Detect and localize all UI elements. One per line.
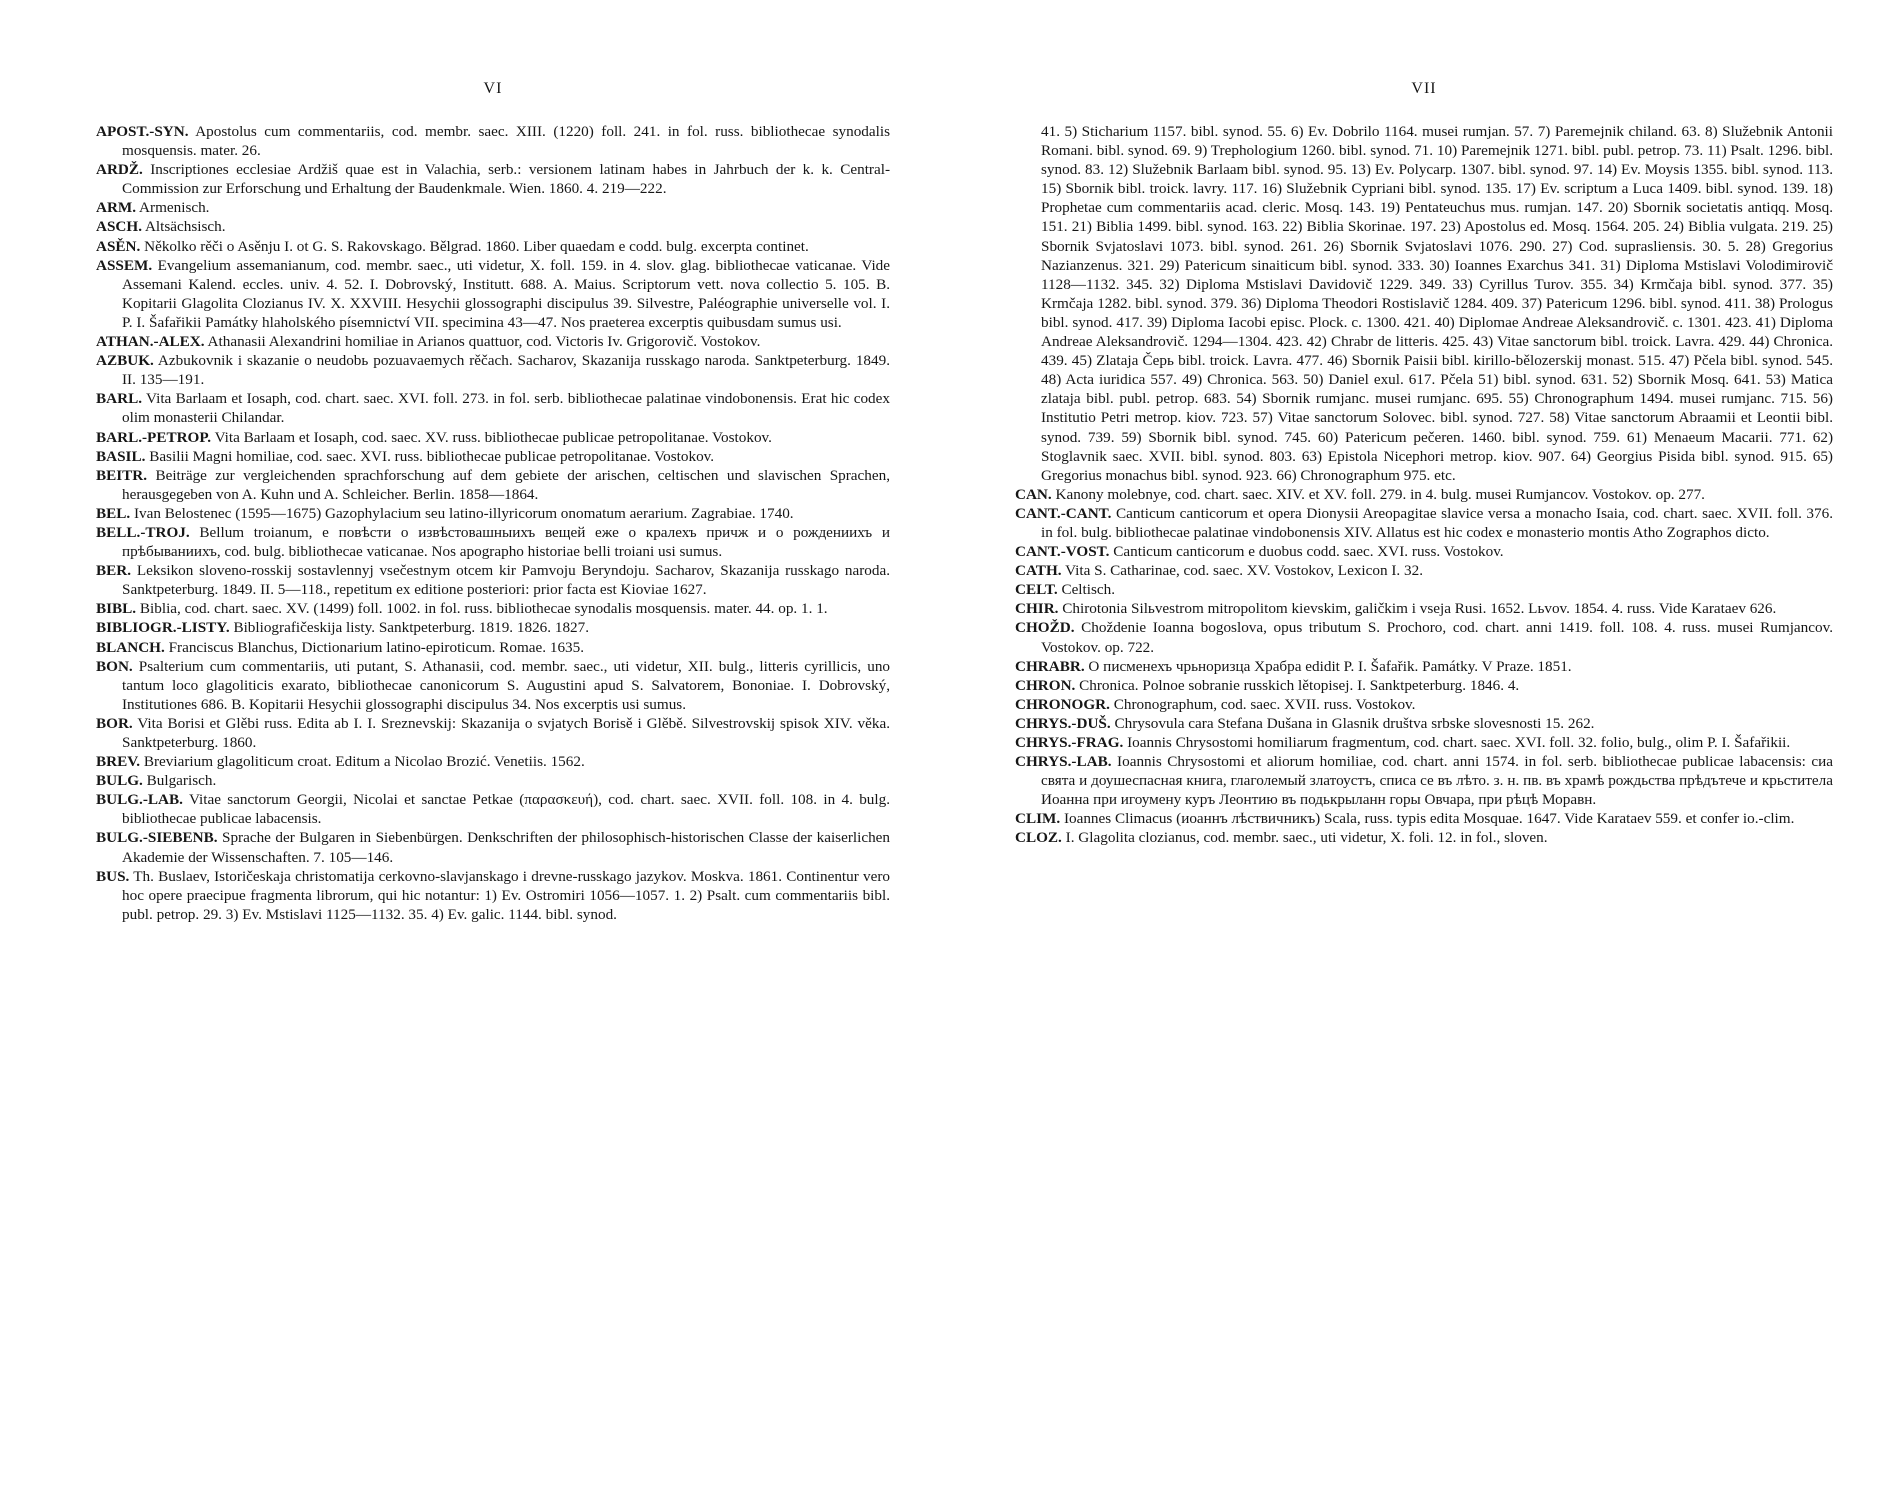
dictionary-entry: [1015, 599, 1833, 618]
entry-term: BULG.-LAB.: [96, 791, 183, 809]
entry-term: BIBL.: [96, 600, 137, 618]
entry-text: Kanony molebnye, cod. chart. saec. XIV. et XV. foll. 279. in 4. bulg. musei Rumjancov. Vostokov. op. 277.: [1055, 485, 1705, 503]
entry-term: BARL.-PETROP.: [96, 428, 212, 446]
entry-text: Th. Buslaev, Istoričeskaja christomatija cerkovno-slavjanskago i drevne-russkago jazykov. Moskva. 1861. Continentur vero hoc opere praecipue fragmenta librorum, qui hic notantur: 1) Ev. Ostromiri 1056—1057. 1. 2) Psalt. cum commentariis bibl. publ. petrop. 29. 3) Ev. Mstislavi 1125—1132. 35. 4) Ev. galic. 1144. bibl. synod.: [122, 867, 890, 923]
dictionary-entry: [96, 198, 890, 217]
dictionary-entry: [96, 389, 890, 427]
entry-text: Chronographum, cod. saec. XVII. russ. Vostokov.: [1113, 695, 1416, 713]
entry-term: CHRON.: [1015, 676, 1076, 694]
entry-text: Canticum canticorum et opera Dionysii Areopagitae slavice versa a monacho Isaia, cod. chart. saec. XVII. foll. 376. in fol. bulg. bibliothecae palatinae vindobonensis XIV. Allatus est hic codex e monasterio montis Atho Zographos dicto.: [1041, 504, 1834, 541]
dictionary-entry: [96, 504, 890, 523]
entry-term: BEL.: [96, 504, 131, 522]
dictionary-entry: [1015, 561, 1833, 580]
entry-text: I. Glagolita clozianus, cod. membr. saec., uti videtur, X. foli. 12. in fol., sloven.: [1065, 829, 1548, 847]
entry-term: CHIR.: [1015, 600, 1059, 618]
entry-term: APOST.-SYN.: [96, 123, 189, 140]
right-page: [1015, 0, 1833, 1500]
entry-term: CLOZ.: [1015, 829, 1062, 847]
entry-term: BER.: [96, 562, 132, 580]
entry-text: Chronica. Polnoe sobranie russkich lětopisej. I. Sanktpeterburg. 1846. 4.: [1079, 676, 1520, 694]
entry-text: Vita Barlaam et Iosaph, cod. saec. XV. russ. bibliothecae publicae petropolitanae. Vostokov.: [214, 428, 772, 446]
entry-text: Vitae sanctorum Georgii, Nicolai et sanctae Petkae (παρασκευή), cod. chart. saec. XVII. foll. 108. in 4. bulg. bibliothecae publicae labacensis.: [122, 791, 890, 828]
dictionary-entry: [1015, 618, 1833, 656]
entry-term: CLIM.: [1015, 810, 1061, 828]
dictionary-entry: [96, 466, 890, 504]
left-page: [96, 0, 890, 1500]
entry-text: Ivan Belostenec (1595—1675) Gazophylacium seu latino-illyricorum onomatum aerarium. Zagrabiae. 1740.: [133, 504, 794, 522]
entry-text: О писменехъ чрьноризца Храбра edidit P. I. Šafařik. Památky. V Praze. 1851.: [1088, 657, 1572, 675]
dictionary-entry: [96, 657, 890, 714]
entry-term: CAN.: [1015, 485, 1052, 503]
entry-text: Basilii Magni homiliae, cod. saec. XVI. russ. bibliothecae publicae petropolitanae. Vostokov.: [149, 447, 715, 465]
entry-text: Vita Borisi et Glěbi russ. Edita ab I. I. Sreznevskij: Skazanija o svjatych Borisě i Glěbě. Silvestrovskij spisok XIV. věka. Sanktpeterburg. 1860.: [122, 714, 890, 751]
dictionary-entry: [96, 599, 890, 618]
entry-term: CELT.: [1015, 581, 1058, 599]
left-column: [96, 122, 890, 924]
dictionary-entry: [96, 828, 890, 866]
entry-term: BARL.: [96, 390, 142, 408]
dictionary-entry: [96, 618, 890, 637]
entry-text: Altsächsisch.: [144, 218, 226, 236]
entry-text: Vita Barlaam et Iosaph, cod. chart. saec. XVI. foll. 273. in fol. serb. bibliothecae palatinae vindobonensis. Erat hic codex olim monasterii Chilandar.: [122, 390, 890, 427]
dictionary-entry: [1015, 580, 1833, 599]
dictionary-entry: [96, 523, 890, 561]
page-number: VII: [1411, 80, 1437, 97]
dictionary-entry: [96, 447, 890, 466]
entry-term: CANT.-VOST.: [1015, 543, 1110, 561]
entry-term: ASSEM.: [96, 256, 153, 274]
entry-term: CHRABR.: [1015, 657, 1085, 675]
dictionary-entry: [96, 638, 890, 657]
dictionary-entry: [1015, 504, 1833, 542]
entry-term: ATHAN.-ALEX.: [96, 333, 205, 351]
entry-term: CHRONOGR.: [1015, 695, 1110, 713]
dictionary-entry: [96, 160, 890, 198]
dictionary-entry: [96, 771, 890, 790]
entry-term: CATH.: [1015, 562, 1062, 580]
entry-text: Biblia, cod. chart. saec. XV. (1499) foll. 1002. in fol. russ. bibliothecae synodalis mosquensis. mater. 44. op. 1. 1.: [139, 600, 828, 618]
dictionary-entry: [1015, 695, 1833, 714]
entry-term: ASCH.: [96, 218, 142, 236]
entry-term: BULG.-SIEBENB.: [96, 829, 218, 847]
entry-term: CHRYS.-LAB.: [1015, 753, 1112, 771]
entry-text: Franciscus Blanchus, Dictionarium latino-epiroticum. Romae. 1635.: [168, 638, 585, 656]
dictionary-entry: [96, 561, 890, 599]
entry-term: CHRYS.-DUŠ.: [1015, 714, 1111, 732]
entry-text: Bulgarisch.: [146, 772, 217, 790]
entry-text: Evangelium assemanianum, cod. membr. saec., uti videtur, X. foll. 159. in 4. slov. glag. bibliothecae vaticanae. Vide Assemani Kalend. eccles. univ. 4. 52. I. Dobrovský, Institutt. 688. A. Maius. Scriptorum vett. nova collectio 5. 105. B. Kopitarii Glagolita Clozianus IV. X. XXVIII. Hesychii glossographi discipulus 39. Silvestre, Paléographie universelle vol. I. P. I. Šafařikii Památky hlaholského písemnictví VII. specimina 43—47. Nos praeterea excerptis quibusdam sumus usi.: [122, 256, 890, 331]
entry-text: Vita S. Catharinae, cod. saec. XV. Vostokov, Lexicon I. 32.: [1065, 562, 1423, 580]
dictionary-entry: [1015, 733, 1833, 752]
entry-term: ASĚN.: [96, 237, 141, 255]
dictionary-entry: [96, 256, 890, 332]
dictionary-entry: [1015, 676, 1833, 695]
right-column: [1015, 122, 1833, 848]
entry-term: BULG.: [96, 772, 143, 790]
dictionary-entry: [1015, 714, 1833, 733]
entry-text: Breviarium glagoliticum croat. Editum a Nicolao Brozić. Venetiis. 1562.: [143, 753, 585, 771]
dictionary-entry: [96, 351, 890, 389]
entry-text: Sprache der Bulgaren in Siebenbürgen. Denkschriften der philosophisch-historischen Classe der kaiserlichen Akademie der Wissenschaften. 7. 105—146.: [122, 829, 890, 866]
entry-term: BREV.: [96, 753, 141, 771]
entry-text: Inscriptiones ecclesiae Ardžiš quae est in Valachia, serb.: versionem latinam habes in Jahrbuch der k. k. Central-Commission zur Erforschung und Erhaltung der Baudenkmale. Wien. 1860. 4. 219—222.: [122, 161, 890, 198]
entry-text: Ioannis Chrysostomi et aliorum homiliae, cod. chart. anni 1574. in fol. serb. bibliothecae publicae labacensis: сиа свята и доушеспасная книга, глаголемый златоустъ, списа се въ лѣто. з. н. пв. въ храмѣ рождьства прѣдътече и крьститела Иоанна при игоумену куръ Леонтию въ подькрыланн горы Овчара, при рѣцѣ Моравн.: [1041, 753, 1833, 809]
entry-text: Celtisch.: [1061, 581, 1116, 599]
page-number: VI: [483, 80, 503, 97]
entry-text: Bellum troianum, e повѣсти о извѣстовашныихъ вещей еже о кралехъ причж и о рождениихъ и прѣбываниихъ, cod. bulg. bibliothecae vaticanae. Nos apographo historiae belli troiani usi sumus.: [122, 523, 890, 561]
dictionary-entry: [96, 867, 890, 924]
dictionary-entry: [96, 332, 890, 351]
entry-term: AZBUK.: [96, 352, 154, 370]
entry-term: BASIL.: [96, 447, 146, 465]
entry-term: CHRYS.-FRAG.: [1015, 734, 1124, 751]
entry-term: BELL.-TROJ.: [96, 523, 190, 541]
entry-term: BOR.: [96, 714, 133, 732]
entry-text: Ioannis Chrysostomi homiliarum fragmentum, cod. chart. saec. XVI. foll. 32. folio, bulg., olim P. I. Šafařikii.: [1127, 734, 1791, 751]
entry-text: Psalterium cum commentariis, uti putant, S. Athanasii, cod. membr. saec., uti videtur, XII. bulg., litteris cyrillicis, uno tantum loco glagoliticis exarato, bibliothecae canonicorum S. Augustini apud S. Salvatorem, Bononiae. I. Dobrovský, Institutiones 686. B. Kopitarii Hesychii glossographi discipulus 34. Nos excerptis usi sumus.: [122, 657, 891, 713]
dictionary-entry: [1015, 485, 1833, 504]
dictionary-entry: [96, 790, 890, 828]
dictionary-entry: [96, 752, 890, 771]
continuation-paragraph: 41. 5) Sticharium 1157. bibl. synod. 55. 6) Ev. Dobrilo 1164. musei rumjan. 57. 7) Paremejnik chiland. 63. 8) Služebnik Antonii Romani. bibl. synod. 69. 9) Trephologium 1260. bibl. synod. 71. 10) Paremejnik 1271. bibl. publ. petrop. 73. 11) Psalt. 1296. bibl. synod. 83. 12) Služebnik Barlaam bibl. synod. 95. 13) Ev. Polycarp. 1307. bibl. synod. 97. 14) Ev. Moysis 1355. bibl. synod. 113. 15) Sbornik bibl. troick. lavry. 117. 16) Služebnik Cypriani bibl. synod. 135. 17) Ev. scriptum a Luca 1409. bibl. synod. 139. 18) Prophetae cum commentariis acad. cleric. Mosq. 143. 19) Pentateuchus mus. rumjan. 147. 20) Sbornik societatis antiqq. Mosq. 151. 21) Biblia 1499. bibl. synod. 163. 22) Biblia Skorinae. 197. 23) Apostolus ed. Mosq. 1564. 205. 24) Biblia vulgata. 219. 25) Sbornik Svjatoslavi 1073. bibl. synod. 261. 26) Sbornik Svjatoslavi 1076. 290. 27) Cod. suprasliensis. 30. 5. 28) Gregorius Nazianzenus. 321. 29) Patericum sinaiticum bibl. synod. 333. 30) Ioannes Exarchus 341. 31) Diploma Mstislavi Volodimirovič 1128—1132. 345. 32) Diploma Mstislavi Davidovič 1229. 349. 33) Cyrillus Turov. 355. 34) Krmčaja bibl. synod. 377. 35) Krmčaja 1282. bibl. synod. 379. 36) Diploma Theodori Rostislavič 1284. 409. 37) Patericum 1296. bibl. synod. 411. 38) Prologus bibl. synod. 417. 39) Diploma Iacobi episc. Plock. c. 1300. 421. 40) Diplomae Andreae Aleksandrovič. c. 1301. 423. 41) Diploma Andreae Aleksandrovič. 1294—1304. 423. 42) Chrabr de litteris. 425. 43) Vitae sanctorum bibl. troick. Lavra. 429. 44) Chronica. 439. 45) Zlataja Čepь bibl. troick. Lavra. 477. 46) Sbornik Paisii bibl. kirillo-bělozerskij monast. 515. 47) Pčela bibl. synod. 545. 48) Acta iuridica 557. 49) Chronica. 563. 50) Daniel exul. 617. Pčela 51) bibl. synod. 631. 52) Sbornik Mosq. 641. 53) Matica zlataja bibl. publ. petrop. 683. 54) Sbornik rumjanc. musei rumjanc. 695. 55) Chronographum 1494. musei rumjanc. 715. 56) Institutio Petri metrop. kiov. 723. 57) Vitae sanctorum Solovec. bibl. synod. 727. 58) Vitae sanctorum Abraamii et Leontii bibl. synod. 739. 59) Sbornik bibl. synod. 745. 60) Patericum pečeren. 1460. bibl. synod. 759. 61) Menaeum Macarii. 771. 62) Stoglavnik saec. XVII. bibl. synod. 803. 63) Epistola Nicephori metrop. kiov. 907. 64) Georgius Pisida bibl. synod. 915. 65) Gregorius monachus bibl. synod. 923. 66) Chronographum 975. etc.: [1041, 123, 1833, 484]
dictionary-entry: [96, 217, 890, 236]
dictionary-entry: [1015, 752, 1833, 809]
entry-term: ARDŽ.: [96, 161, 143, 179]
dictionary-entry: [96, 714, 890, 752]
entry-term: BUS.: [96, 867, 130, 885]
entry-term: BLANCH.: [96, 638, 165, 656]
entry-text: Několko rěči o Asěnju I. ot G. S. Rakovskago. Bělgrad. 1860. Liber quaedam e codd. bulg. excerpta continet.: [144, 237, 809, 255]
entry-term: BON.: [96, 657, 133, 675]
entry-text: Apostolus cum commentariis, cod. membr. saec. XIII. (1220) foll. 241. in fol. russ. bibliothecae synodalis mosquensis. mater. 26.: [122, 123, 890, 160]
dictionary-entry: [96, 428, 890, 447]
entry-text: Leksikon slovenо-rosskij sostavlennyj vsečestnym otcem kir Pamvoju Beryndoju. Sacharov, Skazanija russkago naroda. Sanktpeterburg. 1849. II. 5—118., repetitum ex editione posteriori: prior facta est Kioviae 1627.: [122, 562, 891, 599]
entry-text: Canticum canticorum e duobus codd. saec. XVI. russ. Vostokov.: [1113, 543, 1504, 561]
dictionary-entry: [1015, 657, 1833, 676]
entry-term: CHOŽD.: [1015, 619, 1075, 637]
entry-text: Choždenie Ioanna bogoslova, opus tributum S. Prochoro, cod. chart. anni 1419. foll. 108. 4. russ. musei Rumjancov. Vostokov. op. 722.: [1041, 619, 1833, 656]
entry-text: Athanasii Alexandrini homiliae in Arianos quattuor, cod. Victoris Iv. Grigorovič. Vostokov.: [207, 333, 761, 351]
dictionary-entry: [1015, 542, 1833, 561]
entry-text: Azbukovnik i skazanie o neudobь pozuavaemych rěčach. Sacharov, Skazanija russkago naroda. Sanktpeterburg. 1849. II. 135—191.: [122, 352, 890, 389]
entry-term: BIBLIOGR.-LISTY.: [96, 619, 230, 637]
entry-term: ARM.: [96, 199, 137, 217]
entry-text: Bibliografičeskija listy. Sanktpeterburg. 1819. 1826. 1827.: [233, 619, 590, 637]
dictionary-entry: [96, 122, 890, 160]
entry-text: Chrysovula cara Stefana Dušana in Glasnik društva srbske slovesnosti 15. 262.: [1114, 714, 1595, 732]
entry-term: CANT.-CANT.: [1015, 504, 1112, 522]
entry-text: Beiträge zur vergleichenden sprachforschung auf dem gebiete der arischen, celtischen und slavischen Sprachen, herausgegeben von A. Kuhn und A. Schleicher. Berlin. 1858—1864.: [122, 466, 890, 503]
entry-term: BEITR.: [96, 466, 148, 484]
dictionary-entry: [96, 237, 890, 256]
dictionary-entry: [1015, 828, 1833, 847]
entry-text: Chirotonia Silьvestrom mitropolitom kievskim, galičkim i vseja Rusi. 1652. Lьvov. 1854. 4. russ. Vide Karataev 626.: [1062, 600, 1777, 618]
dictionary-entry: [1015, 809, 1833, 828]
entry-text: Ioannes Climacus (иоаннъ лѣствичникъ) Scala, russ. typis edita Mosquae. 1647. Vide Karataev 559. et confer io.-clim.: [1063, 810, 1795, 828]
entry-text: Armenisch.: [139, 199, 210, 217]
